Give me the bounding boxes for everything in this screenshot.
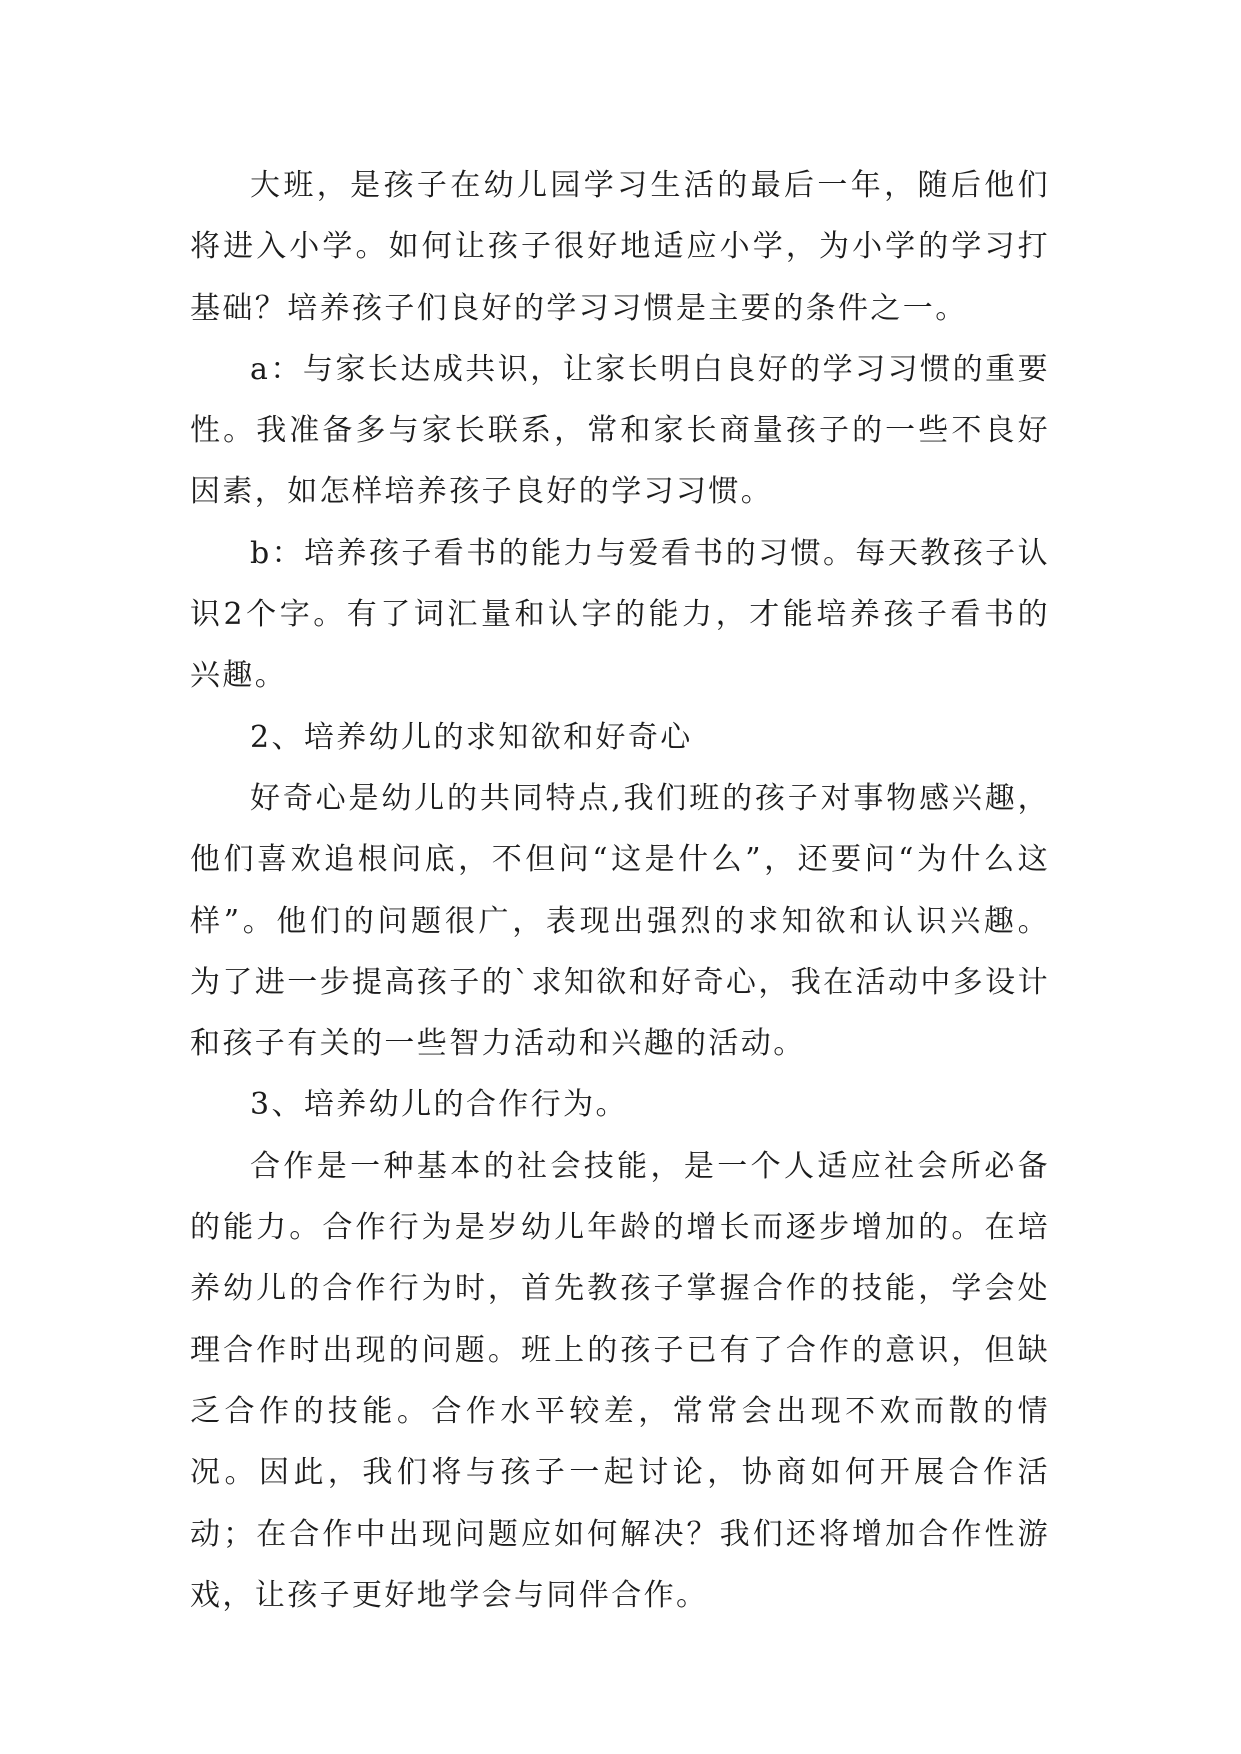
paragraph-item-b: b：培养孩子看书的能力与爱看书的习惯。每天教孩子认识2个字。有了词汇量和认字的能力，才能培养孩子看书的兴趣。 [190, 535, 1050, 694]
paragraph-cooperation: 合作是一种基本的社会技能，是一个人适应社会所必备的能力。合作行为是岁幼儿年龄的增长而逐步增加的。在培养幼儿的合作行为时，首先教孩子掌握合作的技能，学会处理合作时出现的问题。班上的孩子已有了合作的意识，但缺乏合作的技能。合作水平较差，常常会出现不欢而散的情况。因此，我们将与孩子一起讨论，协商如何开展合作活动；在合作中出现问题应如何解决？我们还将增加合作性游戏，让孩子更好地学会与同伴合作。 [190, 1148, 1050, 1613]
paragraph-intro: 大班，是孩子在幼儿园学习生活的最后一年，随后他们将进入小学。如何让孩子很好地适应小学，为小学的学习打基础？培养孩子们良好的学习习惯是主要的条件之一。 [190, 168, 1050, 326]
paragraph-curiosity: 好奇心是幼儿的共同特点,我们班的孩子对事物感兴趣，他们喜欢追根问底，不但问“这是什么”，还要问“为什么这样”。他们的问题很广，表现出强烈的求知欲和认识兴趣。为了进一步提高孩子的`求知欲和好奇心，我在活动中多设计和孩子有关的一些智力活动和兴趣的活动。 [190, 780, 1050, 1062]
section-heading-3: 3、培养幼儿的合作行为。 [250, 1087, 628, 1123]
paragraph-item-a: a：与家长达成共识，让家长明白良好的学习习惯的重要性。我准备多与家长联系，常和家长商量孩子的一些不良好因素，如怎样培养孩子良好的学习习惯。 [190, 351, 1050, 510]
document-body [190, 155, 1050, 1626]
section-heading-2: 2、培养幼儿的求知欲和好奇心 [250, 719, 693, 755]
